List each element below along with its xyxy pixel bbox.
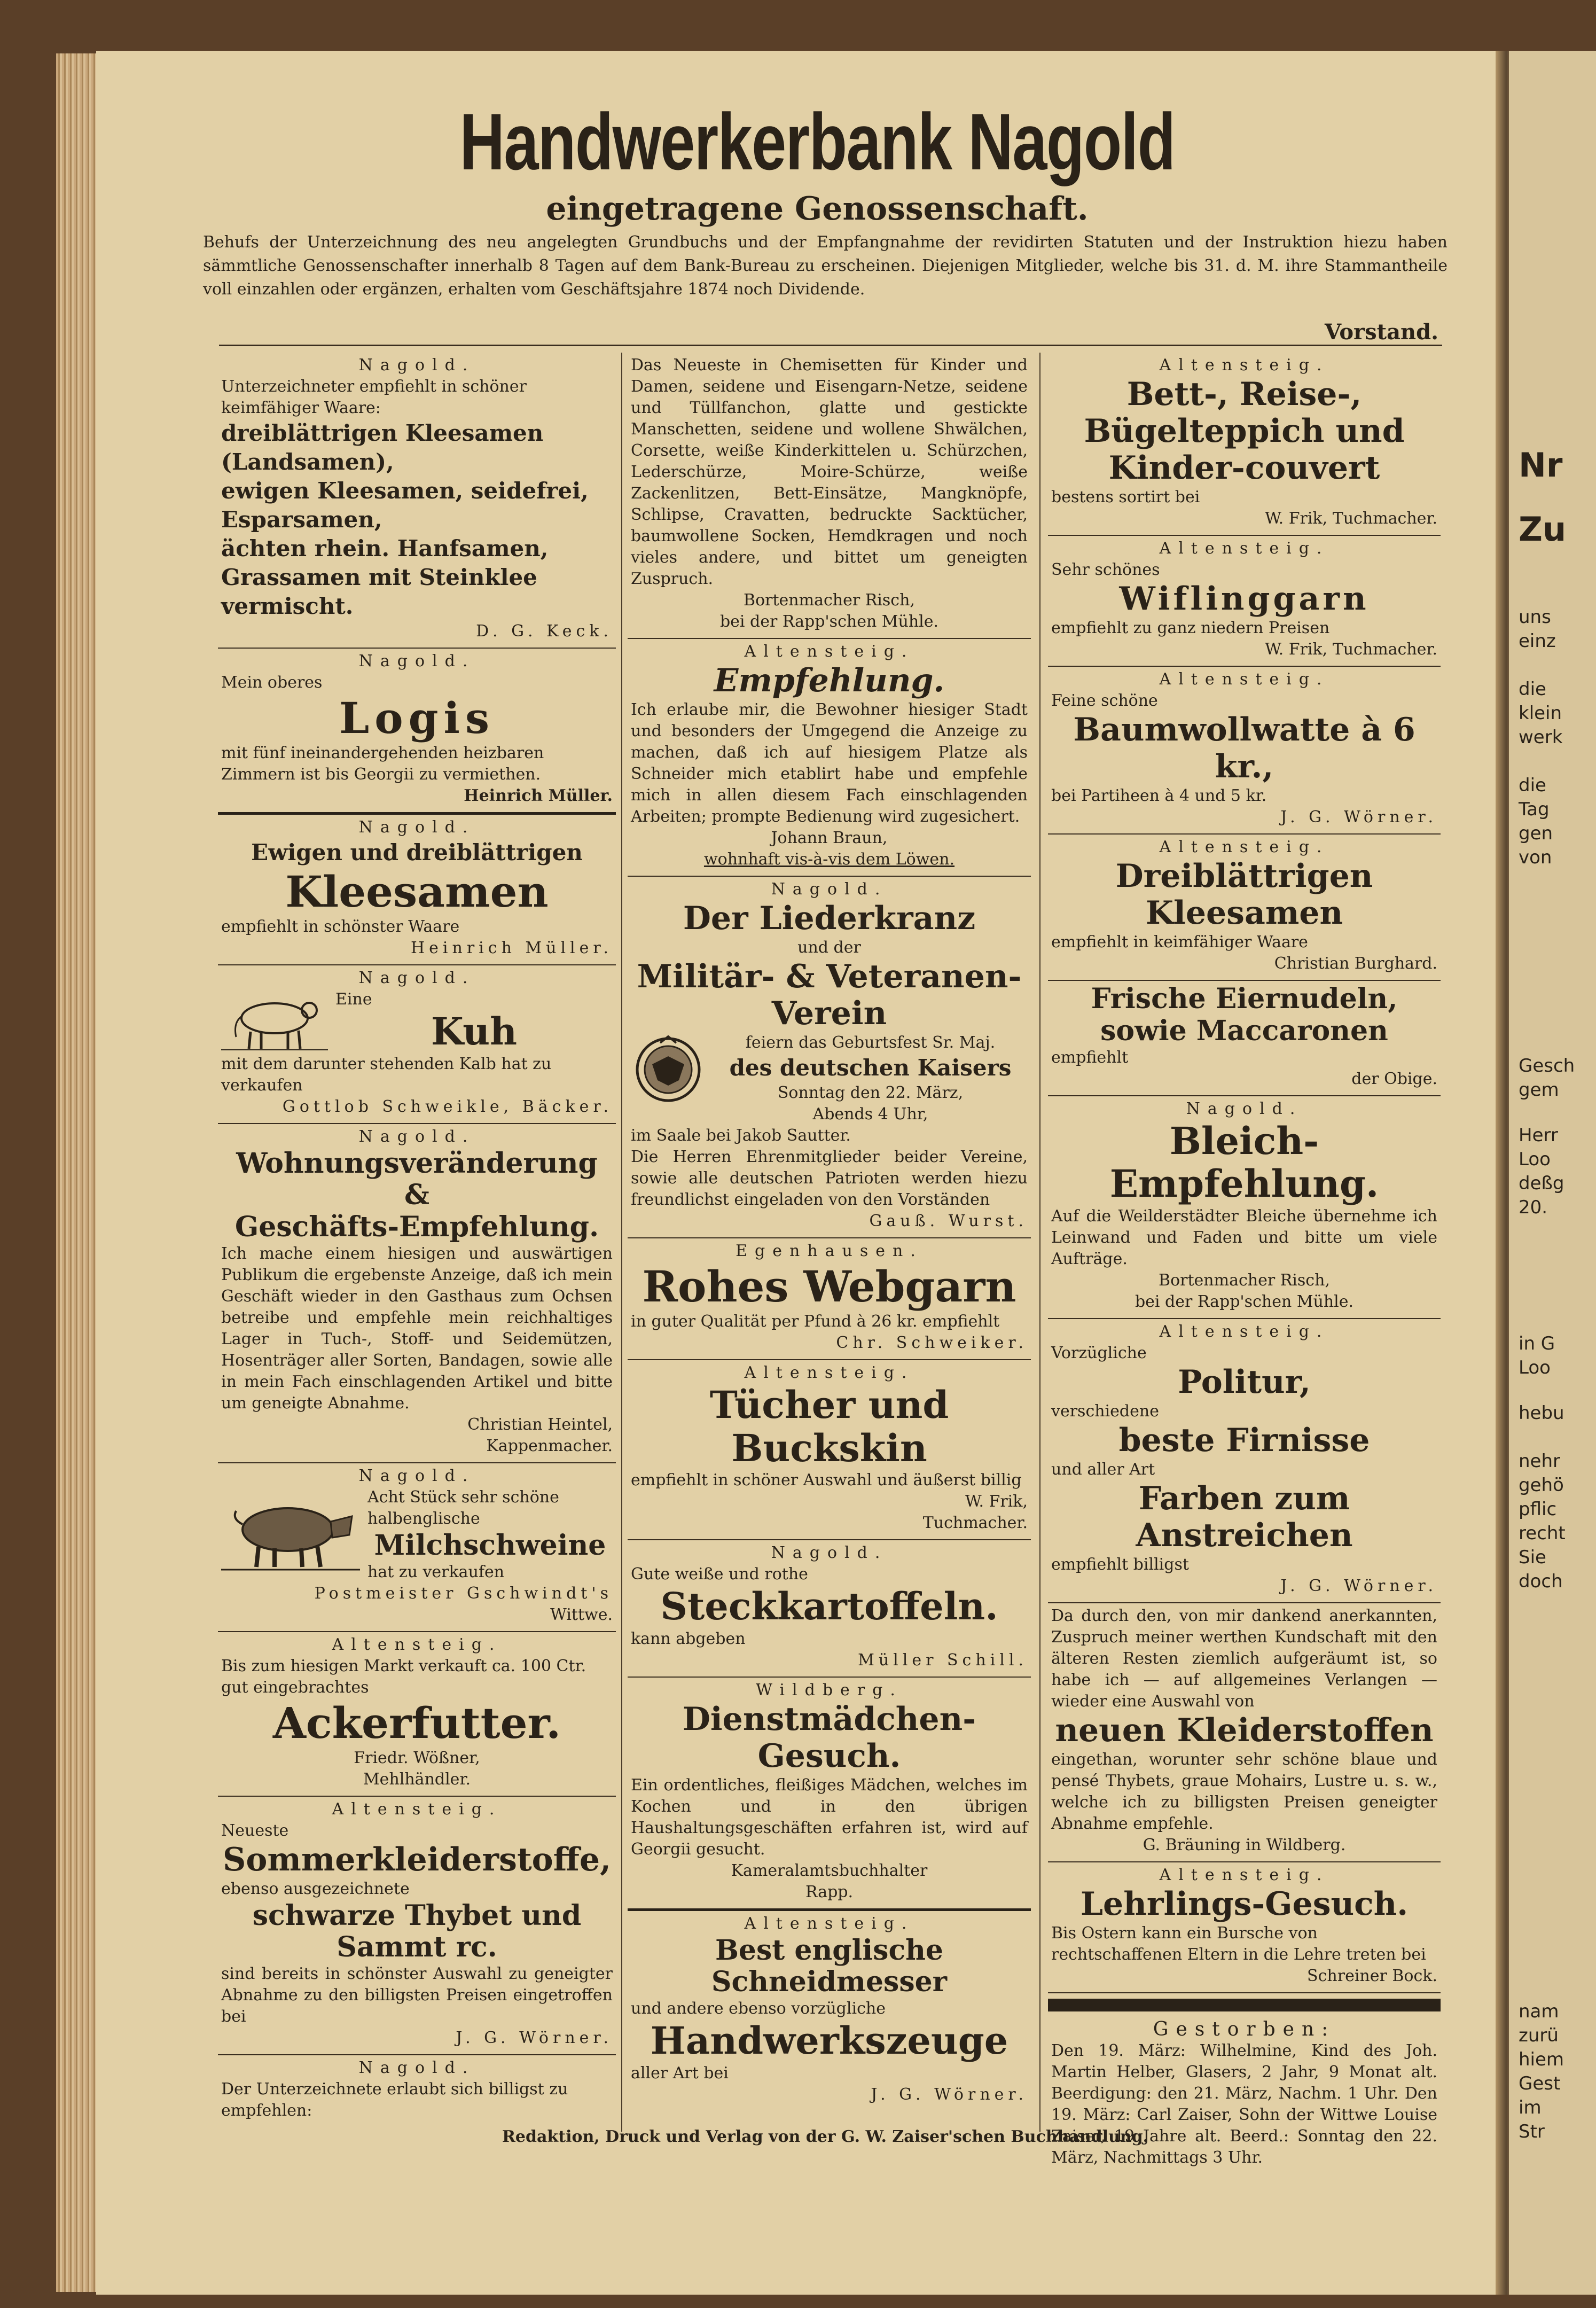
ad-headline: Sommerkleiderstoffe,: [222, 1841, 611, 1878]
ad-liederkranz: [628, 877, 1031, 1238]
column-rule: [621, 353, 622, 2132]
ad-item: ewigen Kleesamen, seidefrei,: [221, 478, 589, 504]
ad-text: aller Art bei: [631, 2063, 729, 2083]
ad-body: Ein ordentliches, fleißiges Mädchen, welches im Kochen und in den übrigen Haushaltungsgeschäften erfahren ist, wird auf Georgii gesucht.: [631, 1775, 1028, 1859]
ad-bettcouvert: [1048, 353, 1441, 536]
imprint-footer: Redaktion, Druck und Verlag von der G. W. Zaiser'schen Buchhandlung.: [502, 2127, 1149, 2146]
ad-headline: Baumwollwatte à 6 kr.,: [1073, 711, 1415, 785]
ad-signature: Bortenmacher Risch,: [744, 591, 915, 610]
ad-sommerkleiderstoffe: [218, 1797, 616, 2056]
fragment-text: recht: [1519, 1523, 1566, 1544]
fragment-text: Herr: [1519, 1125, 1558, 1146]
ad-text: und aller Art: [1051, 1460, 1155, 1479]
ad-signature: Johann Braun,: [771, 829, 888, 847]
ad-signature: J. G. Wörner.: [871, 2085, 1028, 2104]
ad-milchschweine: [218, 1463, 616, 1632]
ad-signature: J. G. Wörner.: [456, 2029, 613, 2048]
ad-headline: Militär- & Veteranen-Verein: [637, 958, 1022, 1032]
ad-text: Eine: [335, 990, 372, 1009]
fragment-text: gen: [1519, 823, 1553, 844]
fragment-text: uns: [1519, 606, 1551, 628]
ad-body: Ich erlaube mir, die Bewohner hiesiger Stadt und besonders der Umgegend die Anzeige zu machen, daß ich auf hiesigem Platze als Schneider mich etablirt habe und empfehle mich in allen diesem Fach einschlagenden Arbeiten; prompte Bedienung wird zugesichert.: [631, 700, 1028, 826]
ad-text: mit fünf ineinandergehenden heizbaren Zimmern ist bis Georgii zu vermiethen.: [221, 744, 544, 784]
ad-text: Mein oberes: [221, 673, 323, 692]
cow-illustration: [221, 989, 328, 1053]
fragment-text: Sie: [1519, 1547, 1546, 1568]
ad-location: Altensteig.: [744, 642, 914, 661]
ad-item: ächten rhein. Hanfsamen,: [221, 535, 549, 562]
ad-signature: W. Frik, Tuchmacher.: [1265, 509, 1437, 528]
ad-headline: Politur,: [1178, 1363, 1311, 1401]
ad-headline: Geschäfts-Empfehlung.: [234, 1211, 599, 1244]
book-page-edges: [56, 53, 99, 2292]
ad-signature: Rapp.: [805, 1882, 854, 1901]
ad-headline: Rohes Webgarn: [642, 1261, 1016, 1312]
ad-location: Altensteig.: [1159, 838, 1329, 856]
ad-politur-farben: [1048, 1319, 1441, 1603]
ad-signature: J. G. Wörner.: [1280, 1576, 1437, 1595]
ad-location: Nagold.: [771, 1543, 888, 1562]
top-rule: [219, 345, 1442, 346]
ad-headline: Handwerkszeuge: [650, 2018, 1008, 2063]
ad-headline: Frische Eiernudeln, sowie Maccaronen: [1091, 983, 1398, 1047]
ad-body: Ich mache einem hiesigen und auswärtigen Publikum die ergebenste Anzeige, daß ich mein Geschäft wieder in den Gasthaus zum Ochsen betreibe und empfehle mein reichhaltiges Lager in Tuch-, Stoff- und Seidemützen, Hosenträger aller Sorten, Bandagen, sowie alle in mein Fach einschlagenden Artikel und bitte um geneigte Abnahme.: [221, 1244, 613, 1413]
fragment-text: die: [1519, 679, 1546, 700]
ad-text: Sonntag den 22. März,: [777, 1083, 964, 1102]
death-notices: [1048, 2017, 1441, 2174]
ad-body: Da durch den, von mir dankend anerkannten, Zuspruch meiner werthen Kundschaft mit den älteren Resten ziemlich aufgeräumt ist, so habe ich — auf allgemeines Verlangen — wieder eine Auswahl von: [1051, 1606, 1437, 1711]
ad-bleich: [1048, 1096, 1441, 1319]
ad-location: Nagold.: [358, 818, 475, 837]
ad-headline: Bleich-Empfehlung.: [1109, 1118, 1379, 1206]
ad-text: Neueste: [221, 1821, 289, 1840]
ad-headline: Best englische Schneidmesser: [711, 1933, 948, 1999]
ad-location: Nagold.: [358, 1127, 475, 1146]
ad-text: Abends 4 Uhr,: [812, 1105, 928, 1124]
ad-location: Nagold.: [358, 652, 475, 670]
ad-location: Altensteig.: [332, 1799, 502, 1819]
ad-keck-seeds: [218, 353, 616, 649]
ad-signature: bei der Rapp'schen Mühle.: [719, 612, 939, 631]
ad-headline: Kuh: [431, 1009, 518, 1054]
ad-chemisetten: [628, 353, 1031, 639]
ad-headline: Wiflinggarn: [1119, 580, 1370, 618]
ad-kleiderstoffe-braeuning: [1048, 1603, 1441, 1862]
ad-headline: Dreiblättrigen Kleesamen: [1115, 857, 1373, 932]
ad-signature: Bortenmacher Risch,: [1159, 1270, 1330, 1290]
fragment-text: einz: [1519, 630, 1556, 652]
ad-signature: Kameralamtsbuchhalter: [731, 1861, 928, 1880]
ad-lehrlings-gesuch: [1048, 1862, 1441, 1993]
ad-headline: schwarze Thybet und Sammt rc.: [252, 1899, 582, 1964]
ad-signature: Wittwe.: [550, 1605, 613, 1624]
fragment-text: 20.: [1519, 1197, 1548, 1218]
fragment-text: die: [1519, 775, 1546, 796]
ad-signature: G. Bräuning in Wildberg.: [1143, 1835, 1346, 1854]
ad-text: ebenso ausgezeichnete: [221, 1879, 410, 1898]
column-3: [1048, 353, 1441, 2174]
ad-body: eingethan, worunter sehr schöne blaue und pensé Thybets, graue Mohairs, Lustre u. s. w., welche ich zu billigsten Preisen geneigter Abnahme empfehle.: [1051, 1750, 1437, 1833]
ad-signature: Christian Heintel,: [467, 1415, 613, 1434]
ad-text: und andere ebenso vorzügliche: [631, 1999, 886, 2018]
ad-signature: Gauß. Wurst.: [869, 1212, 1028, 1230]
ad-signature: J. G. Wörner.: [1280, 808, 1437, 826]
ad-text: empfiehlt in schöner Auswahl und äußerst billig: [631, 1471, 1022, 1490]
ad-empfehlung-braun: [628, 639, 1031, 877]
ad-item: des deutschen Kaisers: [729, 1055, 1012, 1081]
ad-heintel: [218, 1124, 616, 1463]
ad-location: Wildberg.: [756, 1680, 903, 1699]
ad-location: Nagold.: [358, 969, 475, 987]
ad-subheadline: Ewigen und dreiblättrigen: [251, 839, 583, 865]
ad-signature: Kappenmacher.: [486, 1436, 613, 1455]
ad-text: verschiedene: [1051, 1401, 1159, 1421]
column-1: [218, 353, 616, 2127]
ad-location: Altensteig.: [1159, 1865, 1329, 1884]
masthead-signature: Vorstand.: [1324, 319, 1438, 345]
ad-headline: Empfehlung.: [714, 662, 945, 699]
ad-headline: Der Liederkranz: [683, 900, 976, 937]
ad-text: empfiehlt in keimfähiger Waare: [1051, 933, 1308, 952]
masthead: [192, 97, 1442, 228]
masthead-title: Handwerkerbank Nagold: [459, 97, 1175, 186]
ad-location: Nagold.: [1186, 1099, 1303, 1118]
ad-location: Egenhausen.: [736, 1242, 923, 1260]
fragment-text: deßg: [1519, 1173, 1564, 1194]
fragment-text: klein: [1519, 703, 1562, 724]
ad-signature: Gottlob Schweikle, Bäcker.: [282, 1097, 613, 1116]
ad-signature: W. Frik, Tuchmacher.: [1265, 640, 1437, 659]
ad-location: Altensteig.: [332, 1635, 502, 1654]
pig-illustration: [221, 1487, 360, 1578]
ad-text: kann abgeben: [631, 1629, 746, 1648]
ad-ackerfutter: [218, 1632, 616, 1797]
ad-body: Das Neueste in Chemisetten für Kinder und Damen, seidene und Eisengarn-Netze, seidene und Tüllfanchon, glatte und gestickte Manschetten, seidene und wollene Shwälchen, Corsette, weiße Kinderkittelen u. Schürzchen, Lederschürze, Moire-Schürze, weiße Zackenlitzen, Bett-Einsätze, Mangknöpfe, Schlipse, Cravatten, bedruckte Sacktücher, baumwollene Socken, Hemdkragen und noch vieles andere, und bittet um geneigten Zuspruch.: [631, 356, 1028, 588]
ad-dienstmaedchen: [628, 1678, 1031, 1911]
ad-body: sind bereits in schönster Auswahl zu geneigter Abnahme zu den billigsten Preisen eingetroffen bei: [221, 1964, 613, 2026]
fragment-text: Nr: [1519, 446, 1563, 485]
ad-headline: Lehrlings-Gesuch.: [1080, 1885, 1409, 1923]
section-rule: [1048, 1999, 1441, 2011]
ad-wiflinggarn: [1048, 536, 1441, 667]
ad-baumwollwatte: [1048, 667, 1441, 835]
fragment-text: pflic: [1519, 1499, 1557, 1520]
ad-steckkartoffeln: [628, 1540, 1031, 1678]
ad-kleesamen-mueller: [218, 815, 616, 965]
fragment-text: Loo: [1519, 1357, 1551, 1378]
fragment-text: in G: [1519, 1333, 1555, 1354]
ad-item: Grassamen mit Steinklee vermischt.: [221, 564, 537, 619]
ad-signature: bei der Rapp'schen Mühle.: [1135, 1292, 1354, 1311]
ad-item: Esparsamen,: [221, 506, 382, 533]
ad-location: Nagold.: [771, 880, 888, 899]
fragment-text: werk: [1519, 727, 1563, 748]
ad-headline: Farben zum Anstreichen: [1136, 1479, 1353, 1554]
fragment-text: nam: [1519, 2001, 1559, 2022]
ad-location: Altensteig.: [744, 1914, 914, 1933]
fragment-text: Tag: [1519, 799, 1550, 820]
ad-headline: Ackerfutter.: [272, 1697, 561, 1748]
masthead-subtitle: eingetragene Genossenschaft.: [546, 190, 1089, 228]
ad-location: Altensteig.: [1159, 1322, 1329, 1341]
ad-text: empfiehlt in schönster Waare: [221, 917, 460, 936]
ad-signature: D. G. Keck.: [476, 622, 613, 641]
ad-body: Auf die Weilderstädter Bleiche übernehme ich Leinwand und Faden und bitte um viele Aufträge.: [1051, 1206, 1437, 1268]
ad-text: in guter Qualität per Pfund à 26 kr. empfiehlt: [631, 1312, 1000, 1331]
ad-headline: Steckkartoffeln.: [660, 1584, 998, 1628]
ad-signature: der Obige.: [1351, 1069, 1437, 1088]
ad-text: Gute weiße und rothe: [631, 1565, 808, 1584]
fragment-text: doch: [1519, 1571, 1563, 1592]
ad-schneidmesser: [628, 1911, 1031, 2111]
ad-signature: Müller Schill.: [858, 1650, 1028, 1670]
ad-text: Sehr schönes: [1051, 560, 1160, 579]
death-notices-body: Den 19. März: Wilhelmine, Kind des Joh. Martin Helber, Glasers, 2 Jahr, 9 Monat alt. Beerdigung: den 21. März, Nachm. 1 Uhr. Den 19. März: Carl Zaiser, Sohn der Wittwe Louise Zaiser, 19 Jahre alt. Beerd.: Sonntag den 22. März, Nachmittags 3 Uhr.: [1051, 2041, 1437, 2167]
ad-nagold-continued: [218, 2055, 616, 2127]
ad-location: Altensteig.: [744, 1363, 914, 1382]
fragment-text: gem: [1519, 1079, 1559, 1101]
eagle-emblem-illustration: [631, 1032, 706, 1107]
ad-text: Unterzeichneter empfiehlt in schöner keimfähiger Waare:: [221, 377, 527, 417]
fragment-text: Zu: [1519, 510, 1567, 549]
ad-location: Nagold.: [358, 356, 475, 375]
ad-text: feiern das Geburtsfest Sr. Maj.: [745, 1033, 996, 1052]
ad-headline: beste Firnisse: [1118, 1421, 1370, 1459]
ad-location: Altensteig.: [1159, 539, 1329, 558]
ad-signature: W. Frik,: [965, 1492, 1028, 1511]
ad-text: hat zu verkaufen: [367, 1562, 505, 1581]
ad-signature: Postmeister Gschwindt's: [314, 1584, 613, 1603]
ad-kuh: [218, 965, 616, 1124]
ad-signature: Chr. Schweiker.: [836, 1334, 1028, 1352]
fragment-text: hiem: [1519, 2049, 1564, 2070]
ad-text: Feine schöne: [1051, 691, 1158, 710]
fragment-text: Loo: [1519, 1149, 1551, 1170]
section-title: Gestorben:: [1153, 2018, 1336, 2040]
ad-eiernudeln: [1048, 981, 1441, 1096]
adjacent-page-fragment: [1509, 51, 1596, 2295]
fragment-text: zurü: [1519, 2025, 1559, 2046]
ad-signature: Christian Burghard.: [1274, 954, 1437, 973]
ad-text: Der Unterzeichnete erlaubt sich billigst zu empfehlen:: [221, 2080, 568, 2120]
ad-text: Acht Stück sehr schöne halbenglische: [367, 1487, 559, 1528]
fragment-text: nehr: [1519, 1451, 1560, 1472]
ad-text: empfiehlt billigst: [1051, 1555, 1189, 1574]
fragment-text: von: [1519, 847, 1552, 868]
ad-text: empfiehlt zu ganz niedern Preisen: [1051, 619, 1330, 637]
ad-headline: Dienstmädchen-Gesuch.: [682, 1700, 976, 1775]
ad-logis: [218, 649, 616, 815]
fragment-text: hebu: [1519, 1402, 1564, 1424]
ad-location: Altensteig.: [1159, 670, 1329, 689]
ad-signature: Friedr. Wößner,: [354, 1748, 480, 1767]
ad-signature: wohnhaft vis-à-vis dem Löwen.: [703, 850, 955, 869]
fragment-text: gehö: [1519, 1475, 1564, 1496]
ad-headline: Milchschweine: [374, 1529, 606, 1562]
ad-headline: Bett-, Reise-, Bügelteppich und Kinder-couvert: [1084, 376, 1405, 487]
ad-signature: Schreiner Bock.: [1307, 1966, 1437, 1985]
ad-signature: Heinrich Müller.: [464, 786, 613, 805]
ad-signature: Mehlhändler.: [363, 1769, 471, 1789]
ad-body: Die Herren Ehrenmitglieder beider Vereine, sowie alle deutschen Patrioten werden hiezu freundlichst eingeladen von den Vorständen: [631, 1148, 1028, 1209]
ad-headline: Tücher und Buckskin: [709, 1383, 949, 1470]
ad-text: empfiehlt: [1051, 1048, 1129, 1067]
fragment-text: Str: [1519, 2121, 1545, 2142]
fragment-text: Gest: [1519, 2073, 1561, 2094]
ad-headline: neuen Kleiderstoffen: [1055, 1711, 1434, 1749]
ad-headline: Kleesamen: [285, 867, 549, 917]
fragment-text: im: [1519, 2097, 1542, 2118]
ad-location: Nagold.: [358, 2059, 475, 2078]
ad-text: Bis Ostern kann ein Bursche von rechtschaffenen Eltern in die Lehre treten bei: [1051, 1923, 1426, 1964]
ad-text: und der: [797, 938, 861, 957]
column-rule: [1039, 353, 1040, 2132]
ad-kleesamen-burghard: [1048, 835, 1441, 981]
ad-text: bei Partiheen à 4 und 5 kr.: [1051, 786, 1267, 805]
ad-text: Vorzügliche: [1051, 1343, 1147, 1362]
fragment-text: Gesch: [1519, 1055, 1575, 1077]
ad-text: Bis zum hiesigen Markt verkauft ca. 100 Ctr. gut eingebrachtes: [221, 1656, 586, 1697]
ad-headline: Wohnungsveränderung &: [236, 1147, 598, 1212]
ad-signature: Tuchmacher.: [922, 1514, 1028, 1532]
ad-buckskin: [628, 1360, 1031, 1540]
masthead-intro: Behufs der Unterzeichnung des neu angelegten Grundbuchs und der Empfangnahme der revidirten Statuten und der Instruktion hiezu haben sämmtliche Genossenschafter innerhalb 8 Tagen auf dem Bank-Bureau zu erscheinen. Diejenigen Mitglieder, welche bis 31. d. M. ihre Stammantheile voll einzahlen oder ergänzen, erhalten vom Geschäftsjahre 1874 noch Dividende.: [203, 233, 1448, 299]
ad-signature: Heinrich Müller.: [411, 939, 613, 957]
ad-location: Altensteig.: [1159, 356, 1329, 375]
ad-text: bestens sortirt bei: [1051, 488, 1200, 506]
ad-webgarn: [628, 1238, 1031, 1360]
column-2: [628, 353, 1031, 2111]
ad-text: im Saale bei Jakob Sautter.: [631, 1126, 851, 1145]
ad-text: mit dem darunter stehenden Kalb hat zu verkaufen: [221, 1054, 552, 1095]
ad-headline: Logis: [339, 693, 495, 743]
ad-location: Nagold.: [358, 1466, 475, 1485]
ad-item: dreiblättrigen Kleesamen (Landsamen),: [221, 420, 544, 475]
